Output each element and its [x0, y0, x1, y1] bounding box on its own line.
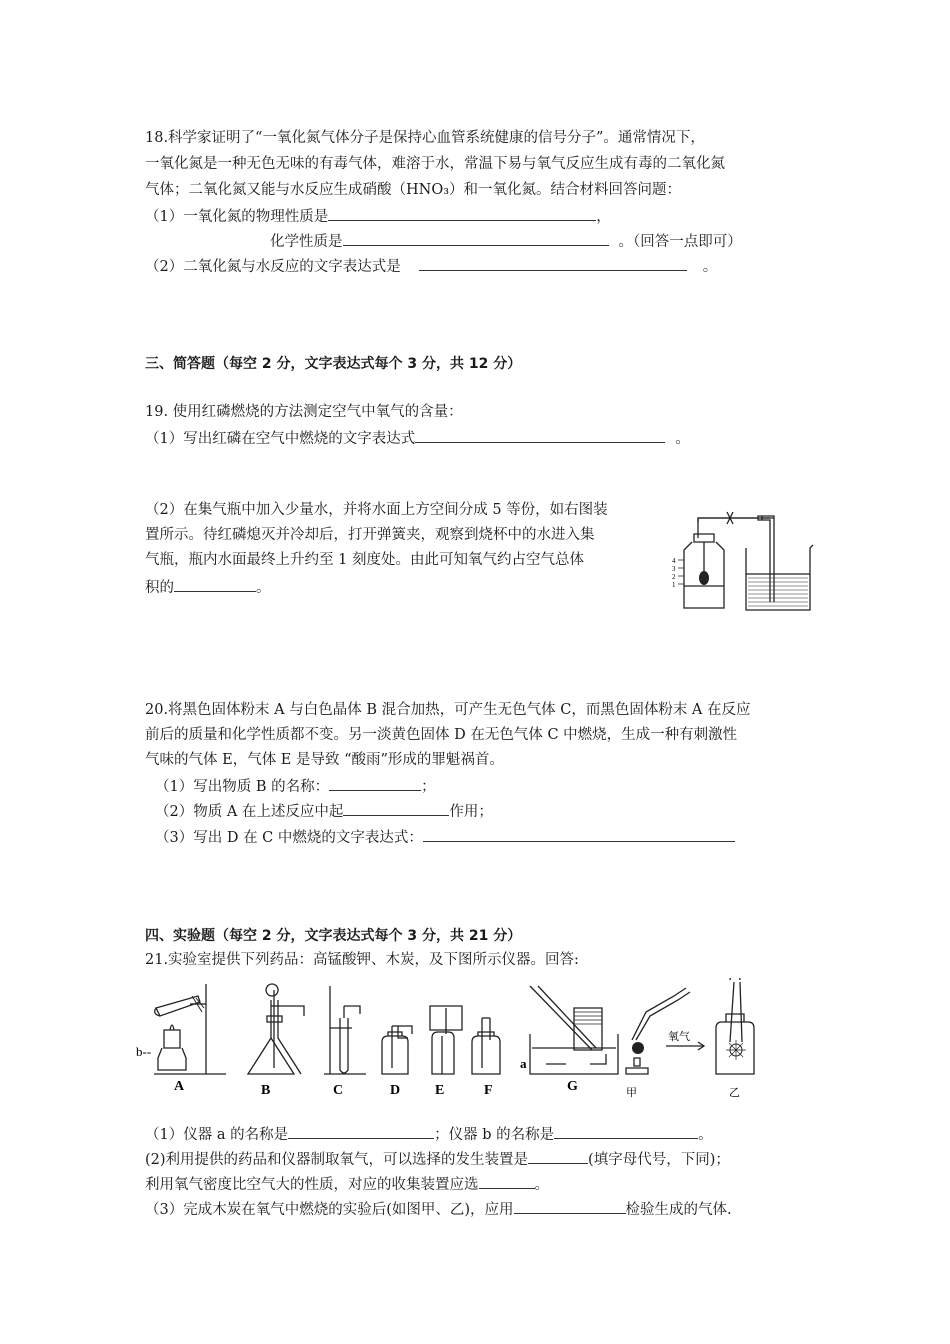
apparatus-label-B: B: [261, 1083, 271, 1098]
q20-sub2-tail: 作用；: [449, 804, 493, 820]
answer-blank[interactable]: [554, 1123, 698, 1139]
q20-sub1: [155, 775, 436, 797]
label-jia: 甲: [626, 1086, 637, 1099]
q19-para-2: 置所示。待红磷熄灭并冷却后，打开弹簧夹，观察到烧杯中的水进入集: [145, 527, 595, 543]
q18-sub1: [145, 205, 611, 227]
answer-blank[interactable]: [415, 427, 665, 443]
q19-para-4-text: 积的: [145, 580, 174, 596]
answer-blank[interactable]: [514, 1198, 626, 1214]
apparatus-label-F: F: [484, 1083, 493, 1098]
label-yi: 乙: [729, 1086, 740, 1099]
answer-blank[interactable]: [174, 576, 256, 592]
q20-line-3: 气味的气体 E，气体 E 是导致 “酸雨”形成的罪魁祸首。: [145, 752, 504, 768]
q21-sub3: [145, 1198, 732, 1220]
q21-sub2b: [145, 1173, 549, 1195]
q20-sub3: [155, 826, 735, 848]
q18-sub1-chem: [270, 230, 742, 252]
apparatus-label-G: G: [567, 1079, 578, 1094]
lab-apparatus-figure: [126, 978, 776, 1102]
oxygen-label: 氧气: [668, 1030, 690, 1043]
q21-sub1: [145, 1123, 713, 1145]
q21-sub1-tail: 。: [698, 1127, 713, 1143]
q18-line-3: 气体；二氧化氮又能与水反应生成硝酸（HNO₃）和一氧化氮。结合材料回答问题：: [145, 182, 682, 198]
label-b: b--: [136, 1044, 152, 1059]
q19-sub1-tail: 。: [675, 431, 690, 447]
q18-chem-text: 化学性质是: [270, 234, 343, 250]
q20-sub1-text: （1）写出物质 B 的名称：: [155, 779, 330, 795]
q21-line-1: 21.实验室提供下列药品：高锰酸钾、木炭，及下图所示仪器。回答:: [145, 952, 579, 968]
q18-line-1: 18.科学家证明了“一氧化氮气体分子是保持心血管系统健康的信号分子”。通常情况下，: [145, 130, 705, 146]
q19-para-4: [145, 576, 271, 598]
answer-blank[interactable]: [329, 775, 421, 791]
q21-sub3-tail: 检验生成的气体.: [625, 1202, 732, 1218]
q21-sub2-text: (2)利用提供的药品和仪器制取氧气，可以选择的发生装置是: [145, 1152, 529, 1168]
q18-sub2-text: （2）二氧化氮与水反应的文字表达式是: [145, 259, 401, 275]
q20-line-2: 前后的质量和化学性质都不变。另一淡黄色固体 D 在无色气体 C 中燃烧，生成一种有刺激性: [145, 727, 738, 743]
q18-line-2: 一氧化氮是一种无色无味的有毒气体，难溶于水，常温下易与氧气反应生成有毒的二氧化氮: [145, 156, 725, 172]
q18-sub2-tail: 。: [702, 259, 718, 275]
q19-para-4-tail: 。: [256, 580, 271, 596]
q20-sub2: [155, 800, 493, 822]
q18-sub1-tail: ，: [596, 209, 611, 225]
apparatus-label-D: D: [390, 1083, 401, 1098]
q19-sub1: [145, 427, 690, 449]
answer-blank[interactable]: [479, 1173, 535, 1189]
red-phosphorus-apparatus: [670, 498, 820, 616]
scale-3: 3: [672, 565, 676, 573]
q21-sub1-mid: ；仪器 b 的名称是: [434, 1127, 555, 1143]
q18-sub2: [145, 255, 717, 277]
q21-sub2: [145, 1148, 730, 1170]
answer-blank[interactable]: [328, 205, 596, 221]
q20-line-1: 20.将黑色固体粉末 A 与白色晶体 B 混合加热，可产生无色气体 C，而黑色固体粉末 A 在反应: [145, 702, 751, 718]
answer-blank[interactable]: [343, 230, 609, 246]
scale-1: 1: [672, 581, 676, 589]
scale-2: 2: [672, 573, 676, 581]
answer-blank[interactable]: [423, 826, 735, 842]
q21-sub3-text: （3）完成木炭在氧气中燃烧的实验后(如图甲、乙)，应用: [145, 1202, 514, 1218]
q20-sub3-text: （3）写出 D 在 C 中燃烧的文字表达式：: [155, 830, 423, 846]
q21-sub2-tail: (填字母代号，下同)；: [588, 1152, 730, 1168]
q19-sub1-text: （1）写出红磷在空气中燃烧的文字表达式: [145, 431, 416, 447]
q21-sub2b-text: 利用氧气密度比空气大的性质，对应的收集装置应选: [145, 1177, 479, 1193]
q21-sub2b-tail: 。: [534, 1177, 549, 1193]
q20-sub2-text: （2）物质 A 在上述反应中起: [155, 804, 344, 820]
q20-sub1-tail: ；: [421, 779, 436, 795]
apparatus-label-A: A: [174, 1079, 185, 1094]
section-4-heading: 四、实验题（每空 2 分，文字表达式每个 3 分，共 21 分）: [145, 928, 522, 944]
answer-blank[interactable]: [343, 800, 449, 816]
q18-chem-tail: 。（回答一点即可）: [618, 234, 742, 250]
q18-sub1-text: （1）一氧化氮的物理性质是: [145, 209, 329, 225]
answer-blank[interactable]: [528, 1148, 588, 1164]
q19-para-1: （2）在集气瓶中加入少量水，并将水面上方空间分成 5 等份，如右图装: [145, 502, 608, 518]
q21-sub1-text: （1）仪器 a 的名称是: [145, 1127, 289, 1143]
answer-blank[interactable]: [288, 1123, 434, 1139]
apparatus-label-E: E: [435, 1083, 445, 1098]
q19-para-3: 气瓶，瓶内水面最终上升约至 1 刻度处。由此可知氧气约占空气总体: [145, 552, 584, 568]
apparatus-label-C: C: [333, 1083, 344, 1098]
label-a: a: [520, 1056, 527, 1071]
q19-line-1: 19. 使用红磷燃烧的方法测定空气中氧气的含量：: [145, 404, 463, 420]
section-3-heading: 三、简答题（每空 2 分，文字表达式每个 3 分，共 12 分）: [145, 356, 522, 372]
scale-4: 4: [672, 557, 676, 565]
answer-blank[interactable]: [419, 255, 687, 271]
